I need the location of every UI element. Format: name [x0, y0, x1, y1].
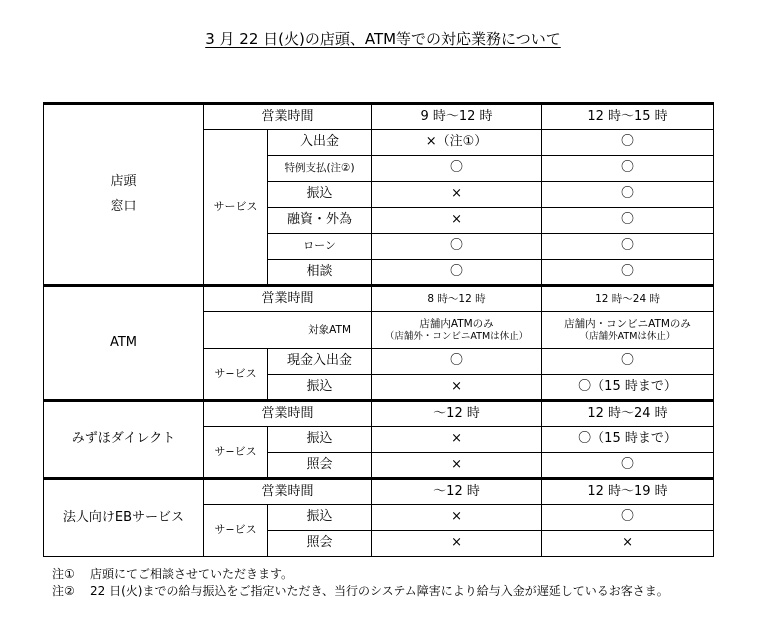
direct-hours-row: [44, 401, 714, 427]
atm-target-col2-main: 店舗内・コンビニATMのみ: [564, 317, 691, 330]
counter-row-name: 融資・外為: [268, 208, 372, 234]
direct-row-c1: ×: [372, 453, 542, 479]
counter-row-name: 入出金: [268, 130, 372, 156]
counter-row-c2: 〇: [542, 234, 714, 260]
atm-service-label: サ−ビス: [204, 349, 268, 401]
counter-row-c1: 〇: [372, 234, 542, 260]
direct-row-name: 振込: [268, 427, 372, 453]
counter-row-c2: 〇: [542, 182, 714, 208]
page-title-text: 3 月 22 日(火)の店頭、ATM等での対応業務について: [205, 30, 561, 48]
note-text: 22 日(火)までの給与振込をご指定いただき、当行のシステム障害により給与入金が遅延しているお客さま。: [90, 584, 669, 598]
eb-row-c2: ×: [542, 531, 714, 557]
note-item: [52, 583, 722, 600]
counter-row-c2: 〇: [542, 260, 714, 286]
notes: [52, 566, 722, 600]
atm-hours-label: 営業時間: [204, 286, 372, 312]
counter-hours-label: 営業時間: [204, 104, 372, 130]
page-title: [0, 28, 766, 49]
counter-label-line1: 店頭: [110, 173, 137, 189]
counter-row-c2: 〇: [542, 156, 714, 182]
eb-hours-label: 営業時間: [204, 479, 372, 505]
counter-row-name: 振込: [268, 182, 372, 208]
atm-section-label: ATM: [44, 286, 204, 401]
direct-row-c1: ×: [372, 427, 542, 453]
counter-row-c1: ×: [372, 182, 542, 208]
eb-row-c2: 〇: [542, 505, 714, 531]
eb-row-name: 照会: [268, 531, 372, 557]
atm-target-col2-sub: （店舗外ATMは休止）: [579, 330, 676, 342]
atm-target-col1-sub: （店舗外・コンビニATMは休止）: [384, 330, 529, 342]
counter-row-c2: 〇: [542, 130, 714, 156]
note-mark: 注①: [52, 567, 75, 581]
eb-row-name: 振込: [268, 505, 372, 531]
direct-hours-col1: 〜12 時: [372, 401, 542, 427]
atm-row-name: 現金入出金: [268, 349, 372, 375]
eb-service-label: サ−ビス: [204, 505, 268, 557]
direct-service-label: サ−ビス: [204, 427, 268, 479]
atm-target-col2: [542, 312, 714, 349]
counter-section-label: [44, 104, 204, 286]
direct-hours-col2: 12 時〜24 時: [542, 401, 714, 427]
counter-service-label: サービス: [204, 130, 268, 286]
atm-row-c1: ×: [372, 375, 542, 401]
atm-target-col1: [372, 312, 542, 349]
counter-row-name: 特例支払(注②): [268, 156, 372, 182]
direct-row-c2: 〇（15 時まで）: [542, 427, 714, 453]
atm-row-c1: 〇: [372, 349, 542, 375]
counter-row-c1: ×（注①）: [372, 130, 542, 156]
atm-row-c2: 〇: [542, 349, 714, 375]
note-item: [52, 566, 722, 583]
eb-row-c1: ×: [372, 531, 542, 557]
direct-hours-label: 営業時間: [204, 401, 372, 427]
note-mark: 注②: [52, 584, 75, 598]
eb-row-c1: ×: [372, 505, 542, 531]
direct-row-c2: 〇: [542, 453, 714, 479]
eb-hours-row: [44, 479, 714, 505]
counter-hours-row: [44, 104, 714, 130]
direct-row-name: 照会: [268, 453, 372, 479]
counter-row-name: ローン: [268, 234, 372, 260]
counter-row-c1: 〇: [372, 156, 542, 182]
counter-row-name: 相談: [268, 260, 372, 286]
counter-row-c2: 〇: [542, 208, 714, 234]
counter-hours-col2: 12 時〜15 時: [542, 104, 714, 130]
note-text: 店頭にてご相談させていただきます。: [90, 567, 294, 581]
atm-hours-col2: 12 時〜24 時: [542, 286, 714, 312]
atm-row-name: 振込: [268, 375, 372, 401]
eb-hours-col1: 〜12 時: [372, 479, 542, 505]
counter-row-c1: ×: [372, 208, 542, 234]
service-table: [43, 102, 714, 557]
eb-section-label: 法人向けEBサービス: [44, 479, 204, 557]
atm-target-label: 対象ATM: [204, 312, 372, 349]
atm-hours-row: [44, 286, 714, 312]
counter-row-c1: 〇: [372, 260, 542, 286]
counter-label-line2: 窓口: [110, 198, 137, 214]
atm-row-c2: 〇（15 時まで）: [542, 375, 714, 401]
direct-section-label: みずほダイレクト: [44, 401, 204, 479]
atm-target-col1-main: 店舗内ATMのみ: [419, 317, 494, 330]
atm-hours-col1: 8 時〜12 時: [372, 286, 542, 312]
eb-hours-col2: 12 時〜19 時: [542, 479, 714, 505]
counter-hours-col1: 9 時〜12 時: [372, 104, 542, 130]
